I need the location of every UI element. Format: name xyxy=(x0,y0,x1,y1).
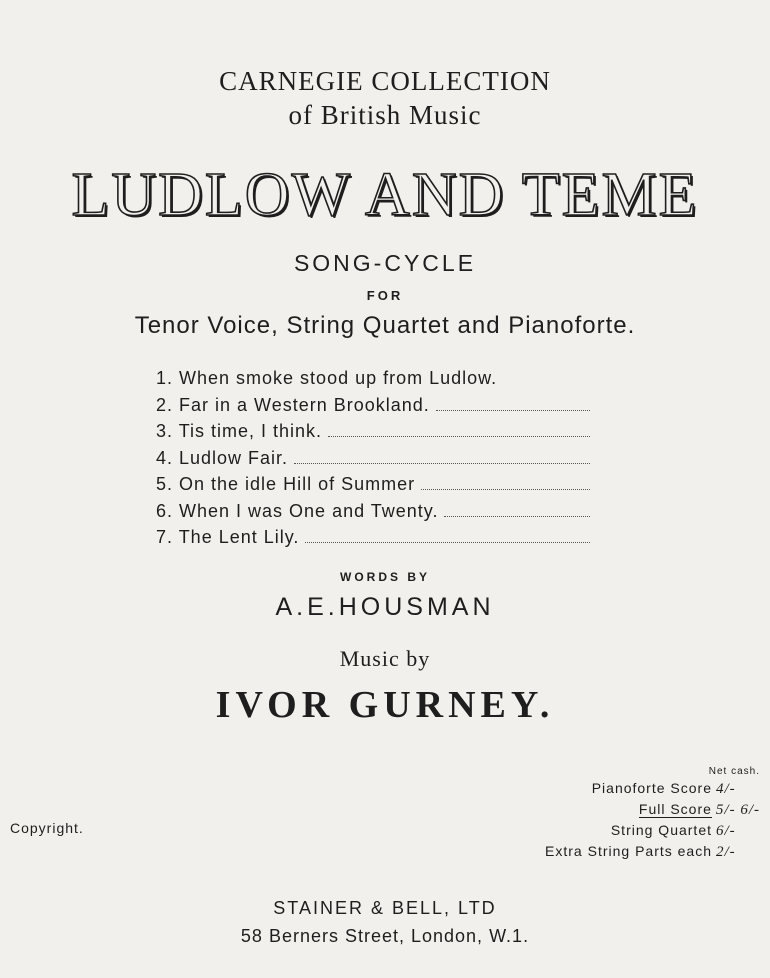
song-title: 5. On the idle Hill of Summer xyxy=(156,474,416,494)
price-item-label: Pianoforte Score xyxy=(591,780,712,796)
list-item xyxy=(156,448,596,475)
list-item xyxy=(156,527,596,554)
dot-leader xyxy=(328,436,590,437)
dot-leader xyxy=(436,410,590,411)
dot-leader xyxy=(444,516,590,517)
song-list xyxy=(156,368,596,554)
list-item xyxy=(156,421,596,448)
price-row xyxy=(545,780,760,801)
price-item-label: Extra String Parts each xyxy=(545,843,712,859)
song-title: 4. Ludlow Fair. xyxy=(156,447,289,468)
publisher-name: STAINER & BELL, LTD xyxy=(273,898,497,918)
author-name: A.E.HOUSMAN xyxy=(275,593,495,621)
dot-leader xyxy=(421,489,590,490)
for-label: FOR xyxy=(366,288,404,303)
price-list xyxy=(545,766,760,864)
scoring: Tenor Voice, String Quartet and Pianoforte. xyxy=(134,312,636,339)
price-value: 2/- xyxy=(716,844,736,860)
series-title-line2: of British Music xyxy=(288,100,482,130)
price-row xyxy=(545,822,760,843)
song-title: 3. Tis time, I think. xyxy=(156,421,323,441)
music-by-label: Music by xyxy=(339,646,431,671)
price-value: 6/- xyxy=(716,823,736,839)
words-by-label: WORDS BY xyxy=(340,570,430,584)
song-title: 7. The Lent Lily. xyxy=(156,527,300,547)
work-subtitle: SONG-CYCLE xyxy=(293,250,477,276)
list-item xyxy=(156,368,596,395)
price-row xyxy=(545,843,760,864)
series-title-line1: CARNEGIE COLLECTION xyxy=(219,66,551,96)
composer-name: IVOR GURNEY. xyxy=(215,684,555,726)
list-item xyxy=(156,395,596,422)
work-title: LUDLOW AND TEME xyxy=(71,161,699,229)
dot-leader xyxy=(294,463,590,464)
net-cash-label: Net cash. xyxy=(708,766,760,777)
copyright-notice: Copyright. xyxy=(10,820,84,836)
price-value: 4/- xyxy=(716,781,736,797)
publisher-address: 58 Berners Street, London, W.1. xyxy=(240,926,530,946)
list-item xyxy=(156,474,596,501)
price-value: 5/- 6/- xyxy=(715,802,760,818)
dot-leader xyxy=(305,542,590,543)
price-row xyxy=(545,801,760,822)
song-title: 6. When I was One and Twenty. xyxy=(156,500,439,521)
list-item xyxy=(156,501,596,528)
price-item-label: String Quartet xyxy=(610,822,712,838)
song-title: 1. When smoke stood up from Ludlow. xyxy=(156,368,498,388)
song-title: 2. Far in a Western Brookland. xyxy=(156,394,430,415)
price-item-label: Full Score xyxy=(638,801,712,817)
